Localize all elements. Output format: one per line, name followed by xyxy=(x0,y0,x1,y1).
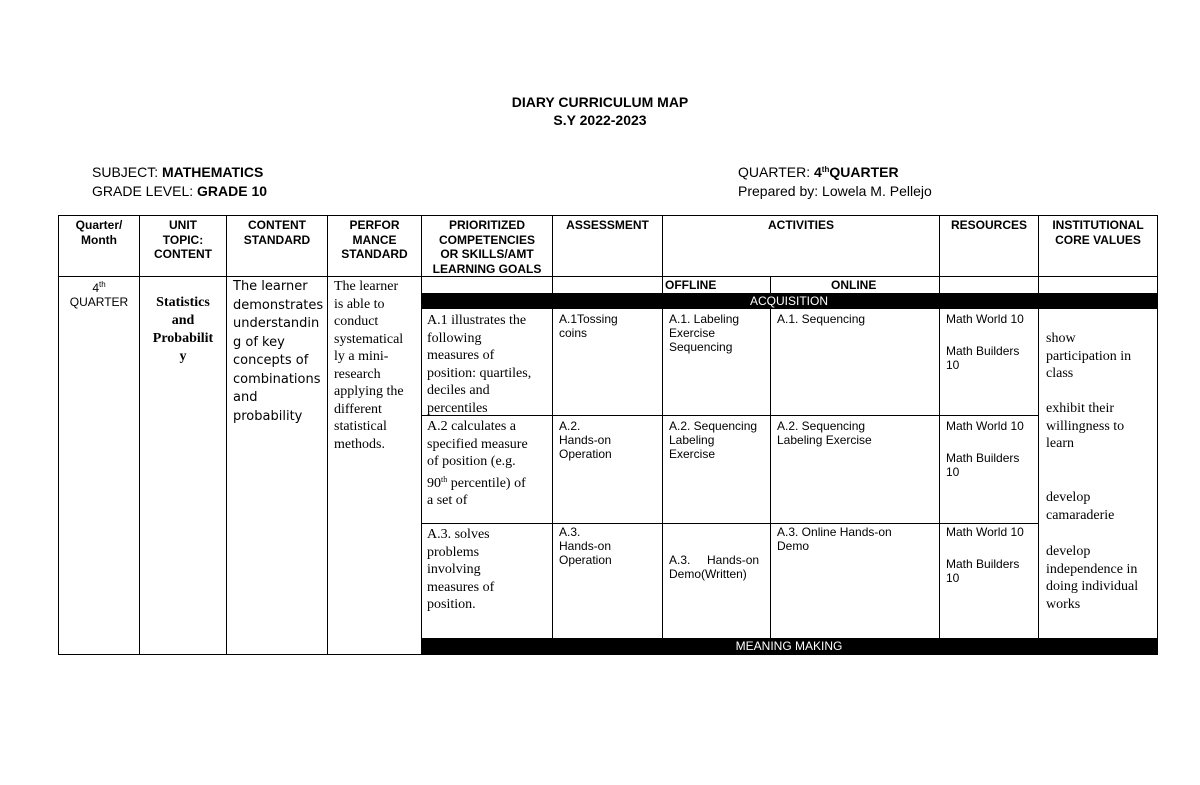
header-content-standard: CONTENT STANDARD xyxy=(243,218,311,247)
core-value-willingness: exhibit their willingness to learn xyxy=(1046,401,1125,451)
assessment-a2: A.2. Hands-on Operation xyxy=(559,419,612,461)
header-resources: RESOURCES xyxy=(950,218,1027,232)
header-core-values: INSTITUTIONAL CORE VALUES xyxy=(1052,218,1144,247)
core-value-camaraderie: develop camaraderie xyxy=(1046,490,1115,523)
core-value-independence: develop independence in doing individual works xyxy=(1046,544,1139,612)
header-activities: ACTIVITIES xyxy=(767,218,834,232)
section-acquisition: ACQUISITION xyxy=(421,294,1157,309)
quarter-cell: 4th QUARTER xyxy=(69,280,129,309)
resources-a3: Math World 10 Math Builders 10 xyxy=(946,525,1024,585)
quarter-line: QUARTER: 4thQUARTER xyxy=(738,164,899,180)
grade-value: GRADE 10 xyxy=(197,183,268,199)
header-unit-topic: UNIT TOPIC: CONTENT xyxy=(154,218,212,261)
offline-a2: A.2. Sequencing Labeling Exercise xyxy=(669,419,758,461)
subject-line: SUBJECT: MATHEMATICS xyxy=(92,164,264,180)
header-offline: OFFLINE xyxy=(665,278,717,292)
resources-a2: Math World 10 Math Builders 10 xyxy=(946,419,1024,479)
assessment-a1: A.1Tossing coins xyxy=(559,312,618,340)
performance-standard-cell: The learner is able to conduct systematical ly a mini- research applying the different statistical methods. xyxy=(334,279,404,452)
unit-topic-cell: Statistics and Probabilit y xyxy=(152,295,214,364)
core-value-participation: show participation in class xyxy=(1046,331,1132,381)
online-a1: A.1. Sequencing xyxy=(777,312,866,326)
online-a2: A.2. Sequencing Labeling Exercise xyxy=(777,419,872,447)
header-assessment: ASSESSMENT xyxy=(566,218,649,232)
prepared-by: Prepared by: Lowela M. Pellejo xyxy=(738,183,932,199)
offline-a1: A.1. Labeling Exercise Sequencing xyxy=(669,312,740,354)
competency-a1: A.1 illustrates the following measures of position: quartiles, deciles and percentiles xyxy=(427,313,532,416)
document-title: DIARY CURRICULUM MAP xyxy=(511,94,689,110)
header-online: ONLINE xyxy=(831,278,877,292)
content-standard-cell: The learner demonstrates understandin g of key concepts of combinations and probability xyxy=(233,279,324,424)
assessment-a3: A.3. Hands-on Operation xyxy=(559,525,612,567)
offline-a3: A.3. Hands-on Demo(Written) xyxy=(669,553,760,581)
competency-a3: A.3. solves problems involving measures of position. xyxy=(427,527,495,612)
section-meaning-making: MEANING MAKING xyxy=(421,639,1157,654)
header-competencies: PRIORITIZED COMPETENCIES OR SKILLS/AMT LEARNING GOALS xyxy=(432,218,542,276)
resources-a1: Math World 10 Math Builders 10 xyxy=(946,312,1024,372)
school-year: S.Y 2022-2023 xyxy=(553,112,647,128)
grade-line: GRADE LEVEL: GRADE 10 xyxy=(92,183,268,199)
header-quarter-month: Quarter/ Month xyxy=(75,218,123,247)
subject-value: MATHEMATICS xyxy=(162,164,264,180)
online-a3: A.3. Online Hands-on Demo xyxy=(777,525,892,553)
competency-a2: A.2 calculates a specified measure of position (e.g. 90th percentile) of a set of xyxy=(427,419,528,508)
header-performance-standard: PERFOR MANCE STANDARD xyxy=(341,218,408,261)
